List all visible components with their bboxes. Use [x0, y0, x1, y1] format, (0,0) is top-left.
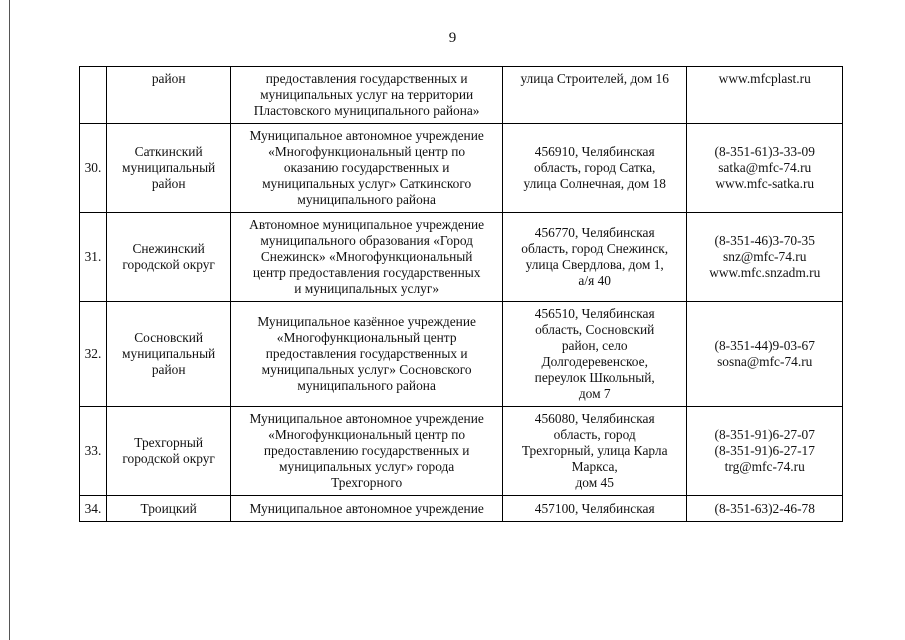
district-line: муниципальный: [122, 346, 216, 361]
cell-address: [502, 124, 687, 213]
district-line: Трехгорный: [134, 435, 203, 450]
cell-address: [502, 496, 687, 522]
district-line: Троицкий: [140, 500, 197, 516]
table-row: [80, 302, 843, 407]
contacts-line: (8-351-44)9-03-67: [714, 338, 815, 353]
address-line: 456770, Челябинская: [534, 225, 655, 240]
name-line: муниципального района: [297, 192, 436, 207]
district-line: район: [151, 176, 186, 191]
name-line: муниципальных услуг» Саткинского: [262, 176, 472, 191]
cell-contacts: [687, 302, 843, 407]
name-line: предоставления государственных и: [265, 71, 468, 86]
contacts-line: (8-351-91)6-27-17: [714, 443, 815, 458]
cell-address: [502, 213, 687, 302]
name-line: муниципальных услуг» города: [279, 459, 455, 474]
contacts-line: (8-351-61)3-33-09: [714, 144, 815, 159]
cell-name: [231, 124, 503, 213]
address-line: 457100, Челябинская: [534, 500, 655, 516]
name-line: и муниципальных услуг»: [294, 281, 440, 296]
cell-name: [231, 407, 503, 496]
page-number: 9: [448, 30, 457, 46]
address-line: Долгодеревенское,: [541, 354, 648, 369]
district-line: Саткинский: [134, 144, 203, 159]
name-line: «Многофункциональный центр по: [268, 427, 466, 442]
name-line: муниципального образования «Город: [260, 233, 473, 248]
cell-name: [231, 302, 503, 407]
name-line: оказанию государственных и: [283, 160, 450, 175]
row-number: 33.: [80, 407, 107, 496]
cell-district: [106, 407, 230, 496]
address-line: 456080, Челябинская: [534, 411, 655, 426]
address-line: область, город Сатка,: [534, 160, 656, 175]
table-row: [80, 124, 843, 213]
address-line: Маркса,: [571, 459, 618, 474]
name-line: Автономное муниципальное учреждение: [249, 217, 485, 232]
mfc-table: [79, 66, 843, 522]
row-number: [80, 67, 107, 124]
cell-contacts: [687, 213, 843, 302]
address-line: 456910, Челябинская: [534, 144, 655, 159]
name-line: «Многофункциональный центр по: [268, 144, 466, 159]
district-line: городской округ: [122, 451, 215, 466]
contacts-line: satka@mfc-74.ru: [718, 160, 812, 175]
district-line: район: [151, 71, 186, 86]
contacts-line: (8-351-46)3-70-35: [714, 233, 815, 248]
page-left-edge-rule: [9, 0, 10, 640]
district-line: городской округ: [122, 257, 215, 272]
cell-district: [106, 67, 230, 124]
address-line: область, Сосновский: [535, 322, 655, 337]
contacts-line: www.mfc-satka.ru: [715, 176, 815, 191]
contacts-line: snz@mfc-74.ru: [723, 249, 807, 264]
name-line: муниципальных услуг на территории: [260, 87, 474, 102]
cell-contacts: [687, 407, 843, 496]
cell-contacts: [687, 496, 843, 522]
address-line: дом 7: [578, 386, 611, 401]
mfc-table-body: [80, 67, 843, 522]
address-line: дом 45: [575, 475, 614, 490]
cell-contacts: [687, 67, 843, 124]
name-line: Пластовского муниципального района»: [253, 103, 480, 118]
contacts-line: sosna@mfc-74.ru: [717, 354, 813, 369]
address-line: район, село: [561, 338, 628, 353]
contacts-line: www.mfc.snzadm.ru: [709, 265, 821, 280]
cell-district: [106, 124, 230, 213]
row-number: 30.: [80, 124, 107, 213]
district-line: Сосновский: [134, 330, 204, 345]
district-line: муниципальный: [122, 160, 216, 175]
name-line: муниципальных услуг» Сосновского: [261, 362, 472, 377]
name-line: Муниципальное автономное учреждение: [249, 411, 484, 426]
cell-address: [502, 302, 687, 407]
cell-name: [231, 496, 503, 522]
name-line: предоставлению государственных и: [263, 443, 470, 458]
name-line: предоставления государственных и: [265, 346, 468, 361]
contacts-line: trg@mfc-74.ru: [724, 459, 805, 474]
cell-district: [106, 496, 230, 522]
cell-name: [231, 213, 503, 302]
address-line: а/я 40: [578, 273, 611, 288]
contacts-line: (8-351-63)2-46-78: [714, 500, 815, 516]
address-line: Трехгорный, улица Карла: [521, 443, 668, 458]
cell-district: [106, 213, 230, 302]
table-row: [80, 213, 843, 302]
name-line: Трехгорного: [331, 475, 403, 490]
cell-address: [502, 67, 687, 124]
address-line: 456510, Челябинская: [534, 306, 655, 321]
row-number: 34.: [80, 496, 107, 522]
name-line: Муниципальное автономное учреждение: [249, 128, 484, 143]
name-line: муниципального района: [297, 378, 436, 393]
cell-address: [502, 407, 687, 496]
district-line: район: [151, 362, 186, 377]
contacts-line: (8-351-91)6-27-07: [714, 427, 815, 442]
table-row: [80, 67, 843, 124]
row-number: 32.: [80, 302, 107, 407]
district-line: Снежинский: [132, 241, 205, 256]
name-line: центр предоставления государственных: [252, 265, 481, 280]
address-line: улица Строителей, дом 16: [520, 71, 669, 86]
table-row: [80, 496, 843, 522]
address-line: улица Свердлова, дом 1,: [525, 257, 664, 272]
contacts-line: www.mfcplast.ru: [718, 71, 811, 86]
address-line: область, город Снежинск,: [521, 241, 669, 256]
table-row: [80, 407, 843, 496]
address-line: переулок Школьный,: [534, 370, 655, 385]
cell-district: [106, 302, 230, 407]
cell-contacts: [687, 124, 843, 213]
name-line: Снежинск» «Многофункциональный: [260, 249, 473, 264]
name-line: «Многофункциональный центр: [276, 330, 457, 345]
address-line: область, город: [553, 427, 636, 442]
name-line: Муниципальное автономное учреждение: [249, 500, 484, 516]
address-line: улица Солнечная, дом 18: [523, 176, 666, 191]
row-number: 31.: [80, 213, 107, 302]
cell-name: [231, 67, 503, 124]
name-line: Муниципальное казённое учреждение: [257, 314, 476, 329]
